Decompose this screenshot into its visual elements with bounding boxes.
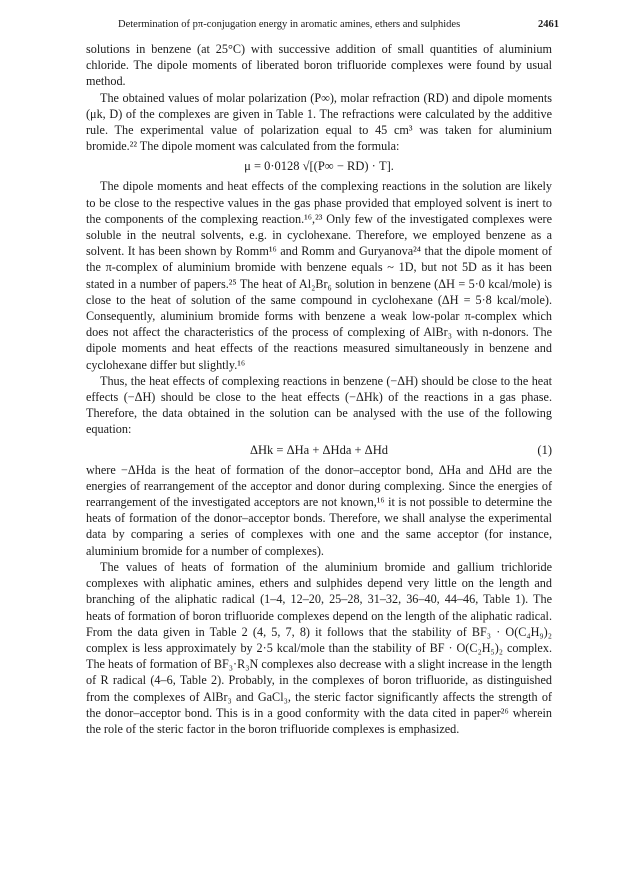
running-title: Determination of pπ-conjugation energy in aromatic amines, ethers and sulphides [118,19,461,30]
paragraph-1: solutions in benzene (at 25°C) with successive addition of small quantities of aluminium chloride. The dipole moments of liberated boron trifluoride complexes were found by usual method. [86,42,552,89]
article-body [86,41,552,737]
dipole-formula: μ = 0·0128 √[(P∞ − RD) · T]. [244,159,394,174]
paragraph-3: The dipole moments and heat effects of the complexing reactions in the solution are likely to be close to the respective values in the gas phase provided that employed solvent is inert to the components of the complexing reaction.¹⁶,²³ Only few of the investigated complexes were soluble in the neutral solvents, e.g. in cyclohexane. Therefore, we employed benzene as a solvent. It has been shown by Romm¹⁶ and Romm and Guryanova²⁴ that the dipole moment of the π-complex of aluminium bromide with benzene equals ~ 1D, but not 5D as it has been stated in a number of papers.²⁵ The heat of Al₂Br₆ solution in benzene (ΔH = 5·0 kcal/mole) is close to the heat of solution of the same compound in cyclohexane (ΔH = 5·8 kcal/mole). Consequently, aluminium bromide forms with benzene a weak low-polar π-complex which does not affect the characteristics of the process of complexing of AlBr₃ with n-donors. The dipole moments and heat effects of the reactions measured simultaneously in benzene and cyclohexane differ but slightly.¹⁶ [86,179,552,372]
enthalpy-equation: ΔHk = ΔHa + ΔHda + ΔHd [249,442,388,457]
page-number: 2461 [538,19,559,30]
page-header [0,0,624,34]
paragraph-2: The obtained values of molar polarization (P∞), molar refraction (RD) and dipole moments (μk, D) of the complexes are given in Table 1. The refractions were calculated by the additive rule. The experimental value of polarization equal to 45 cm³ was taken for aluminium bromide.²² The dipole moment was calculated from the formula: [86,90,552,154]
paragraph-4: Thus, the heat effects of complexing reactions in benzene (−ΔH) should be close to the heat effects (−ΔH) should be close to the heat effects (−ΔHk) of the reactions in a gas phase. Therefore, the data obtained in the solution can be analysed with the use of the following equation: [86,373,552,437]
paragraph-5: where −ΔHda is the heat of formation of the donor–acceptor bond, ΔHa and ΔHd are the energies of rearrangement of the acceptor and donor during complexing. Since the energies of rearrangement of the investigated acceptors are not known,¹⁶ it is not possible to determine the heats of formation of the donor–acceptor bonds. Therefore, we shall analyse the experimental data by comparing a series of complexes with one and the same acceptor (for instance, aluminium bromide for a number of complexes). [86,462,552,558]
enthalpy-equation-block [86,438,552,462]
paragraph-6: The values of heats of formation of the aluminium bromide and gallium trichloride complexes with aliphatic amines, ethers and sulphides depend very little on the length and branching of the aliphatic radical (1–4, 12–20, 25–28, 31–32, 36–40, 44–46, Table 1). The heats of formation of boron trifluoride complexes depend on the length of the aliphatic radical. From the data given in Table 2 (4, 5, 7, 8) it follows that the stability of BF₃ · O(C₄H₉)₂ complex is less approximately by 2·5 kcal/mole than the stability of BF · O(C₂H₅)₂ complex. The heats of formation of BF₃·R₃N complexes also decrease with a slight increase in the length of R radical (4–6, Table 2). Probably, in the complexes of boron trifluoride, as distinguished from the complexes of AlBr₃ and GaCl₃, the steric factor significantly affects the strength of the donor–acceptor bond. This is in a good conformity with the data cited in paper²⁶ wherein the role of the steric factor in the boron trifluoride complexes is emphasized. [86,559,552,736]
equation-number: (1) [537,442,552,457]
